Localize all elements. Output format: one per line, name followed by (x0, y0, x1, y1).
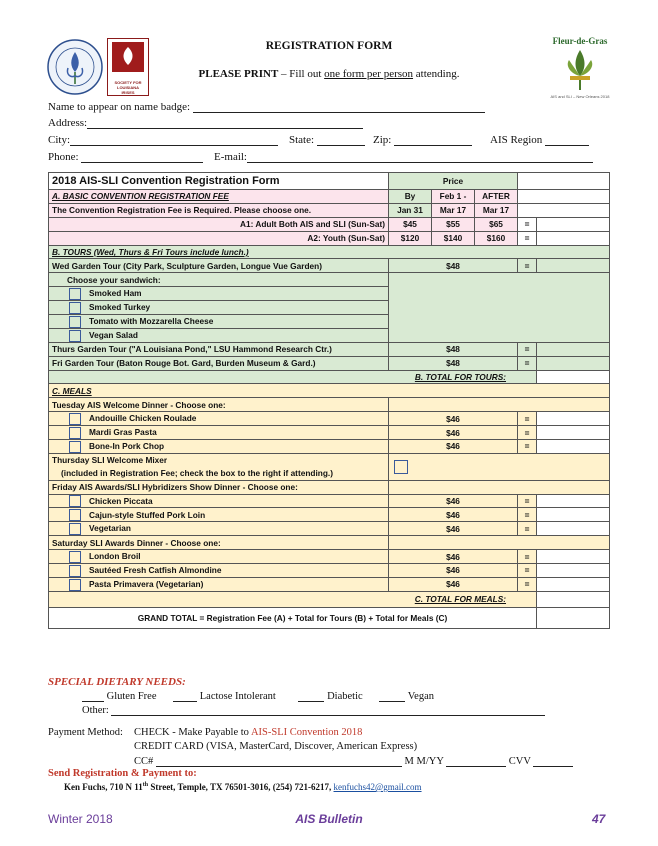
region-label: AIS Region (490, 134, 543, 146)
check-payee: AIS-SLI Convention 2018 (250, 727, 363, 738)
meal-price: $46 (389, 426, 518, 440)
payment-card: CREDIT CARD (VISA, MasterCard, Discover, American Express) (134, 741, 418, 752)
thu-mixer: Thursday SLI Welcome Mixer (49, 453, 389, 466)
print-end: attending. (413, 68, 460, 80)
payment-check (134, 727, 362, 738)
table-row (49, 480, 610, 494)
wed-tour: Wed Garden Tour (City Park, Sculpture Garden, Longue Vue Garden) (49, 259, 389, 273)
fri-total[interactable] (537, 356, 610, 370)
meal-total[interactable] (537, 522, 610, 536)
region-field[interactable] (490, 134, 589, 146)
checkbox[interactable] (69, 551, 81, 563)
meal-total[interactable] (537, 577, 610, 591)
meal-total[interactable] (537, 494, 610, 508)
table-row (49, 426, 610, 440)
fri-dinner: Friday AIS Awards/SLI Hybridizers Show Dinner - Choose one: (49, 480, 389, 494)
meal-total[interactable] (537, 508, 610, 522)
equals: = (518, 231, 537, 245)
address-field[interactable] (48, 117, 363, 129)
registration-table (48, 172, 610, 629)
meal-price: $46 (389, 564, 518, 578)
state-label: State: (289, 134, 315, 146)
meal-total[interactable] (537, 440, 610, 454)
page-number: 47 (592, 812, 606, 826)
name-field[interactable] (48, 101, 485, 113)
diet-options (82, 690, 434, 702)
equals: = (518, 426, 537, 440)
equals: = (518, 577, 537, 591)
table-row (49, 203, 610, 217)
a2-total[interactable] (537, 231, 610, 245)
meal-price: $46 (389, 522, 518, 536)
grand-total-value[interactable] (537, 607, 610, 628)
sandwich-option: Smoked Ham (89, 288, 142, 299)
table-row (49, 453, 610, 466)
checkbox[interactable] (69, 523, 81, 535)
total-tours-label: B. TOTAL FOR TOURS: (49, 370, 537, 384)
sandwich-option: Smoked Turkey (89, 302, 151, 313)
checkbox[interactable] (69, 495, 81, 507)
table-row (49, 494, 610, 508)
meal-total[interactable] (537, 564, 610, 578)
table-row (49, 384, 610, 398)
email-field[interactable] (214, 151, 593, 163)
city-field[interactable] (48, 134, 278, 146)
print-instruction (0, 68, 658, 80)
other-label: Other: (82, 705, 109, 716)
cc-field[interactable] (134, 755, 573, 767)
diet-title: SPECIAL DIETARY NEEDS: (48, 676, 186, 688)
total-tours-value[interactable] (537, 370, 610, 384)
sandwich-heading: Choose your sandwich: (49, 273, 389, 287)
zip-label: Zip: (373, 134, 392, 146)
checkbox[interactable] (69, 441, 81, 453)
meal-option: Vegetarian (89, 523, 131, 534)
table-row (49, 370, 610, 384)
equals: = (518, 494, 537, 508)
name-label: Name to appear on name badge: (48, 101, 191, 113)
phone-label: Phone: (48, 151, 79, 163)
equals: = (518, 440, 537, 454)
meal-total[interactable] (537, 426, 610, 440)
table-title: 2018 AIS-SLI Convention Registration Form (49, 173, 389, 190)
equals: = (518, 550, 537, 564)
meal-price: $46 (389, 508, 518, 522)
fri-tour: Fri Garden Tour (Baton Rouge Bot. Gard, Burden Museum & Gard.) (49, 356, 389, 370)
total-meals-label: C. TOTAL FOR MEALS: (49, 591, 537, 607)
table-row (49, 564, 610, 578)
section-b: B. TOURS (Wed, Thurs & Fri Tours include lunch.) (49, 245, 610, 259)
table-row (49, 173, 610, 190)
address-sup: th (142, 782, 149, 788)
section-a: A. BASIC CONVENTION REGISTRATION FEE (49, 190, 389, 204)
a1-price-2: $55 (432, 217, 475, 231)
print-mid: – Fill out (278, 68, 325, 80)
equals: = (518, 342, 537, 356)
sli-logo: SOCIETY FOR LOUISIANA IRISES (107, 38, 149, 96)
footer-publication: AIS Bulletin (295, 812, 363, 826)
send-address (64, 782, 422, 792)
table-row (49, 577, 610, 591)
sat-dinner: Saturday SLI Awards Dinner - Choose one: (49, 536, 389, 550)
a1-total[interactable] (537, 217, 610, 231)
table-row (49, 342, 610, 356)
mmyy-label: M M/YY (404, 756, 444, 767)
meal-option: Mardi Gras Pasta (89, 427, 157, 438)
a2-price-3: $160 (475, 231, 518, 245)
diabetic-label: Diabetic (327, 691, 363, 702)
equals: = (518, 259, 537, 273)
equals: = (518, 217, 537, 231)
form-title: REGISTRATION FORM (265, 40, 393, 52)
equals: = (518, 564, 537, 578)
table-row (49, 607, 610, 628)
meal-option: Chicken Piccata (89, 495, 153, 506)
address-line-2: Street, Temple, TX 76501-3016, (254) 721-6217, (148, 782, 334, 792)
wed-price: $48 (389, 259, 518, 273)
payment-label: Payment Method: (48, 727, 123, 738)
table-row (49, 231, 610, 245)
grand-total-label: GRAND TOTAL = Registration Fee (A) + Total for Tours (B) + Total for Meals (C) (49, 607, 537, 628)
checkbox[interactable] (69, 565, 81, 577)
send-heading: Send Registration & Payment to: (48, 768, 197, 779)
email-label: E-mail: (214, 151, 247, 163)
svg-text:AIS and SLI – New Orleans 2018: AIS and SLI – New Orleans 2018 (550, 94, 610, 99)
meal-price: $46 (389, 440, 518, 454)
a1-price-3: $65 (475, 217, 518, 231)
a1-price-1: $45 (389, 217, 432, 231)
a2-price-2: $140 (432, 231, 475, 245)
mixer-checkbox[interactable] (394, 460, 408, 474)
gluten-label: Gluten Free (106, 691, 157, 702)
footer-season: Winter 2018 (48, 812, 113, 826)
sandwich-option: Vegan Salad (89, 329, 138, 340)
fri-price: $48 (389, 356, 518, 370)
checkbox[interactable] (69, 302, 81, 314)
zip-field[interactable] (373, 134, 472, 146)
lactose-blank[interactable] (173, 690, 197, 702)
state-field[interactable] (289, 134, 365, 146)
print-link: one form per person (324, 68, 414, 80)
wed-total[interactable] (537, 259, 610, 273)
table-row (49, 522, 610, 536)
phone-field[interactable] (48, 151, 203, 163)
diet-other[interactable] (82, 704, 545, 716)
checkbox[interactable] (69, 579, 81, 591)
print-lead: PLEASE PRINT (198, 68, 279, 80)
gluten-blank[interactable] (82, 690, 104, 702)
table-row (49, 356, 610, 370)
meal-option: Cajun-style Stuffed Pork Loin (89, 509, 206, 520)
meal-price: $46 (389, 550, 518, 564)
tue-dinner: Tuesday AIS Welcome Dinner - Choose one: (49, 398, 389, 412)
table-row (49, 536, 610, 550)
meal-total[interactable] (537, 550, 610, 564)
table-row (49, 508, 610, 522)
svg-text:Fleur-de-Gras: Fleur-de-Gras (552, 36, 608, 46)
table-row (49, 440, 610, 454)
lactose-label: Lactose Intolerant (199, 691, 276, 702)
meal-total[interactable] (537, 412, 610, 426)
checkbox[interactable] (69, 288, 81, 300)
table-row (49, 273, 610, 287)
vegan-label: Vegan (407, 691, 434, 702)
meal-option: London Broil (89, 551, 141, 562)
thu-price: $48 (389, 342, 518, 356)
equals: = (518, 522, 537, 536)
meal-price: $46 (389, 577, 518, 591)
diabetic-blank[interactable] (298, 690, 324, 702)
address-line: Ken Fuchs, 710 N 11 (64, 782, 143, 792)
meal-option: Andouille Chicken Roulade (89, 413, 197, 424)
col2-head: Feb 1 - (432, 190, 475, 204)
col3-head: AFTER (475, 190, 518, 204)
address-label: Address: (48, 117, 88, 129)
section-c: C. MEALS (49, 384, 610, 398)
cc-label: CC# (134, 756, 154, 767)
checkbox[interactable] (69, 316, 81, 328)
table-row (49, 245, 610, 259)
table-row (49, 398, 610, 412)
cvv-label: CVV (508, 756, 531, 767)
meal-option: Bone-In Pork Chop (89, 441, 165, 452)
thu-total[interactable] (537, 342, 610, 356)
checkbox[interactable] (69, 330, 81, 342)
col2-sub: Mar 17 (432, 203, 475, 217)
a2-price-1: $120 (389, 231, 432, 245)
price-header: Price (389, 173, 518, 190)
meal-option: Pasta Primavera (Vegetarian) (89, 578, 204, 589)
meal-option: Sautéed Fresh Catfish Almondine (89, 565, 222, 576)
sandwich-option: Tomato with Mozzarella Cheese (89, 316, 214, 327)
reg-required: The Convention Registration Fee is Required. Please choose one. (49, 203, 389, 217)
table-row (49, 412, 610, 426)
contact-email-link[interactable]: kenfuchs42@gmail.com (333, 782, 422, 792)
table-row (49, 190, 610, 204)
col3-sub: Mar 17 (475, 203, 518, 217)
vegan-blank[interactable] (379, 690, 405, 702)
city-label: City: (48, 134, 71, 146)
thu-mixer-note: (included in Registration Fee; check the box to the right if attending.) (49, 467, 389, 480)
col1-head: By (389, 190, 432, 204)
a1-label: A1: Adult Both AIS and SLI (Sun-Sat) (49, 217, 389, 231)
equals: = (518, 356, 537, 370)
meal-price: $46 (389, 494, 518, 508)
checkbox[interactable] (69, 509, 81, 521)
a2-label: A2: Youth (Sun-Sat) (49, 231, 389, 245)
equals: = (518, 508, 537, 522)
total-meals-value[interactable] (537, 591, 610, 607)
meal-price: $46 (389, 412, 518, 426)
table-row (49, 550, 610, 564)
equals: = (518, 412, 537, 426)
col1-sub: Jan 31 (389, 203, 432, 217)
checkbox[interactable] (69, 413, 81, 425)
table-row (49, 259, 610, 273)
table-row (49, 217, 610, 231)
thu-tour: Thurs Garden Tour ("A Louisiana Pond," LSU Hammond Research Ctr.) (49, 342, 389, 356)
table-row (49, 591, 610, 607)
checkbox[interactable] (69, 427, 81, 439)
check-text: CHECK - Make Payable to (134, 727, 251, 738)
